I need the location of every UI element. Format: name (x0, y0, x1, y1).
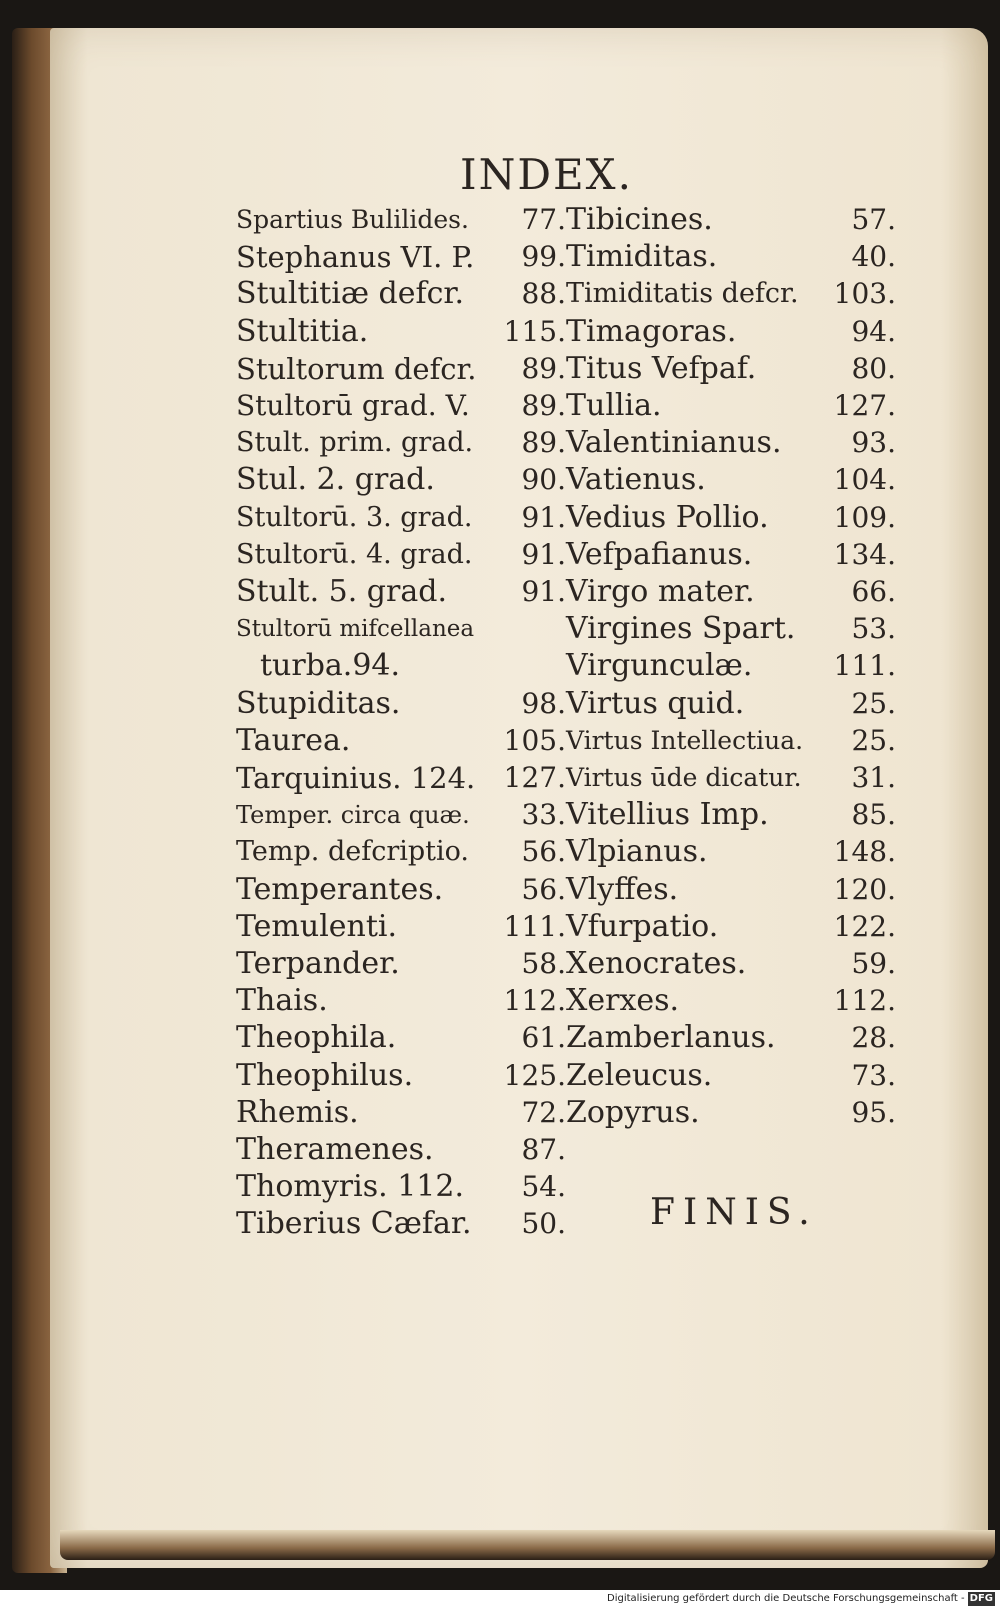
index-term: Virgunculæ. (566, 648, 753, 684)
index-term: Temperantes. (236, 871, 444, 907)
index-term: Stultorū grad. V. (236, 389, 470, 422)
index-page-number: 125. (503, 1058, 566, 1092)
index-page-number: 148. (833, 835, 896, 869)
index-page-number: 112. (833, 984, 896, 1018)
index-page-number: 40. (851, 240, 896, 274)
index-term: Taurea. (236, 722, 351, 758)
index-term: Timiditas. (566, 239, 718, 275)
index-term: Tibicines. (566, 202, 713, 237)
index-term: Terpander. (236, 946, 400, 981)
index-page-number: 127. (833, 389, 896, 422)
index-term: Thais. (236, 983, 328, 1019)
index-term: Tiberius Cæfar. (236, 1206, 472, 1242)
index-page-number: 31. (851, 761, 896, 794)
index-page-number: 109. (833, 500, 896, 534)
index-page-number: 122. (833, 909, 896, 943)
index-term: Temulenti. (236, 908, 398, 944)
index-page-number: 53. (851, 612, 896, 646)
index-page-number: 33. (521, 798, 566, 832)
index-page-number: 57. (851, 203, 896, 236)
index-term: Stultorum defcr. (236, 351, 477, 386)
index-term: Theophilus. (236, 1057, 414, 1093)
finis-label: FINIS. (650, 1192, 818, 1233)
index-page-number: 66. (851, 575, 896, 608)
index-term: turba.94. (260, 648, 401, 684)
index-page-number: 25. (851, 723, 896, 757)
index-term: Timiditatis defcr. (566, 278, 799, 310)
index-term: Stultitia. (236, 313, 369, 349)
index-page-number: 58. (521, 947, 566, 980)
index-page-number: 61. (521, 1021, 566, 1055)
index-page-number: 98. (521, 686, 566, 720)
index-page-number: 59. (851, 947, 896, 980)
index-term: Titus Vefpaf. (566, 350, 757, 386)
index-term: Virgines Spart. (566, 611, 796, 647)
index-page-number: 88. (521, 277, 566, 311)
index-page-number: 104. (833, 463, 896, 497)
index-page-number: 103. (833, 277, 896, 311)
index-page-number: 85. (851, 798, 896, 832)
index-term: Stultorū. 3. grad. (236, 501, 473, 533)
index-term: Vlpianus. (566, 834, 708, 870)
digitization-credit (600, 1592, 995, 1606)
index-page-number: 54. (521, 1170, 566, 1204)
index-page-number: 99. (521, 240, 566, 274)
index-term: Stult. 5. grad. (236, 574, 447, 609)
index-page-number: 89. (521, 389, 566, 422)
index-page-number: 91. (521, 537, 566, 571)
index-page-number: 90. (521, 463, 566, 497)
index-term: Stult. prim. grad. (236, 427, 474, 459)
index-page-number: 134. (833, 537, 896, 571)
index-term: Rhemis. (236, 1094, 359, 1130)
index-page-number: 56. (521, 835, 566, 869)
index-term: Xenocrates. (566, 946, 747, 981)
index-term: Spartius Bulilides. (236, 205, 469, 234)
index-term: Zamberlanus. (566, 1020, 776, 1056)
index-term: Stephanus VI. P. (236, 240, 475, 275)
index-page-number: 112. (503, 984, 566, 1018)
index-term: Stul. 2. grad. (236, 462, 435, 498)
index-page-number: 77. (521, 203, 566, 236)
index-term: Xerxes. (566, 983, 680, 1019)
index-page-number: 72. (521, 1095, 566, 1129)
index-term: Vfurpatio. (566, 908, 719, 944)
index-page-number: 95. (851, 1095, 896, 1129)
index-page-number: 73. (851, 1058, 896, 1092)
index-page-number: 91. (521, 500, 566, 534)
index-term: Vlyffes. (566, 871, 679, 907)
index-page-number: 94. (851, 314, 896, 348)
index-term: Virgo mater. (566, 574, 755, 609)
index-page-number: 28. (851, 1021, 896, 1055)
credit-text: Digitalisierung gefördert durch die Deutsche Forschungsgemeinschaft - (607, 1593, 965, 1604)
index-term: Valentinianus. (566, 425, 782, 461)
index-term: Virtus ūde dicatur. (566, 763, 802, 792)
index-term: Stultorū mifcellanea (236, 616, 475, 643)
index-page-number: 111. (833, 649, 896, 683)
index-page-number: 127. (503, 761, 566, 794)
index-term: Stultorū. 4. grad. (236, 538, 473, 570)
index-term: Vitellius Imp. (566, 797, 769, 833)
index-term: Theophila. (236, 1020, 397, 1056)
index-page-number: 87. (521, 1133, 566, 1166)
index-term: Zopyrus. (566, 1094, 700, 1130)
index-page-number: 93. (851, 426, 896, 460)
index-term: Temper. circa quæ. (236, 801, 470, 830)
index-page-number: 25. (851, 686, 896, 720)
index-term: Theramenes. (236, 1132, 434, 1167)
index-term: Vatienus. (566, 462, 706, 498)
index-page-number: 56. (521, 872, 566, 906)
index-page-number: 91. (521, 575, 566, 608)
index-term: Vefpafianus. (566, 536, 753, 572)
index-page-number: 111. (503, 909, 566, 943)
index-page-number: 89. (521, 351, 566, 385)
index-term: Tarquinius. 124. (236, 761, 476, 795)
index-page-number: 50. (521, 1207, 566, 1241)
running-head: INDEX. (460, 150, 633, 199)
index-term: Temp. defcriptio. (236, 836, 469, 868)
index-term: Stultitiæ defcr. (236, 276, 465, 312)
index-term: Vedius Pollio. (566, 499, 769, 535)
index-page-number: 89. (521, 426, 566, 460)
index-term: Stupiditas. (236, 685, 401, 721)
index-term: Timagoras. (566, 313, 737, 349)
index-term: Thomyris. 112. (236, 1169, 464, 1205)
index-page-number: 120. (833, 872, 896, 906)
index-term: Virtus Intellectiua. (566, 725, 804, 755)
index-term: Virtus quid. (566, 685, 745, 721)
index-page-number: 105. (503, 723, 566, 757)
index-term: Tullia. (566, 388, 662, 423)
dfg-logo: DFG (969, 1593, 993, 1604)
page-bottom-edge (60, 1530, 995, 1560)
index-term: Zeleucus. (566, 1057, 713, 1093)
index-page-number: 115. (503, 314, 566, 348)
index-page-number: 80. (851, 351, 896, 385)
